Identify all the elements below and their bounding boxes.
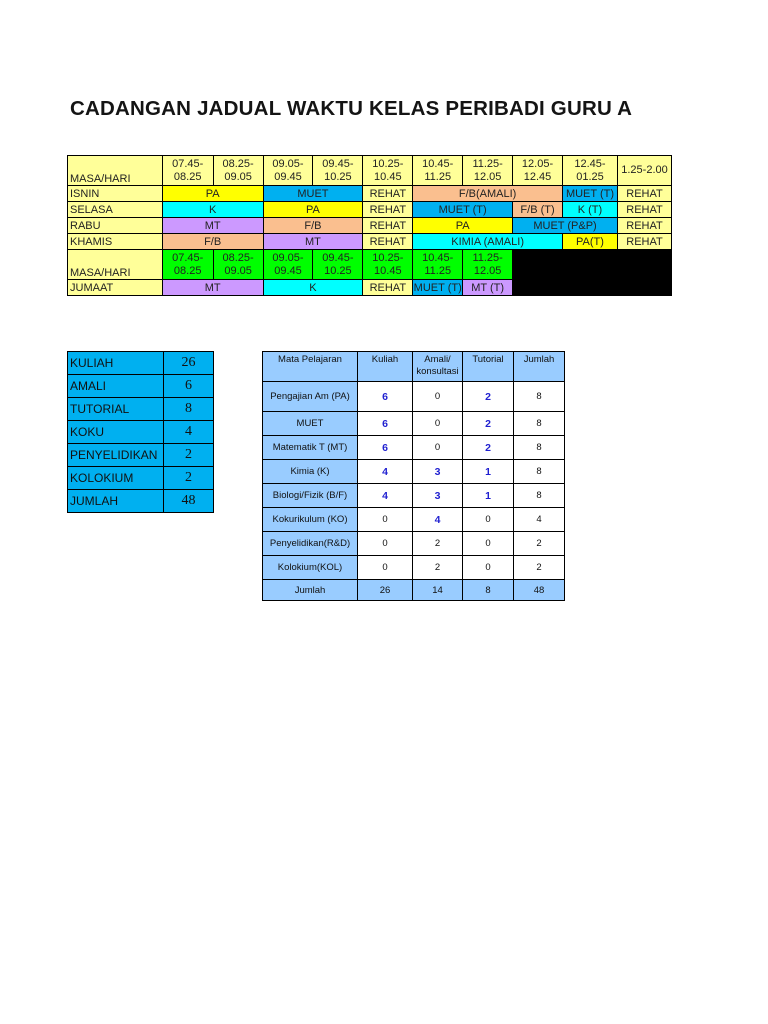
summary-label: KOLOKIUM [68,467,164,490]
summary-row [68,375,214,398]
subject-hours: 3 [413,460,463,484]
time-slot-header: 10.45-11.25 [413,156,463,186]
friday-time-slot: 07.45-08.25 [162,250,213,280]
subject-row [263,508,565,532]
subject-row [263,382,565,412]
subject-column-header: Jumlah [514,352,565,382]
subject-hours: 0 [463,532,514,556]
summary-value: 26 [164,352,214,375]
total-value: 14 [413,580,463,601]
time-slot-header: 1.25-2.00 [617,156,671,186]
masa-hari-label: MASA/HARI [68,156,163,186]
time-slot-header: 12.05-12.45 [513,156,563,186]
subject-name: Kokurikulum (KO) [263,508,358,532]
day-label: JUMAAT [68,280,163,296]
summary-label: PENYELIDIKAN [68,444,164,467]
schedule-cell: PA [162,186,263,202]
subject-header-row [263,352,565,382]
subject-row [263,460,565,484]
subject-hours: 2 [463,382,514,412]
schedule-cell: K [162,202,263,218]
subject-hours: 0 [358,532,413,556]
subject-hours: 8 [514,412,565,436]
subject-hours: 2 [463,436,514,460]
subject-column-header: Amali/ konsultasi [413,352,463,382]
summary-value: 2 [164,467,214,490]
summary-row [68,467,214,490]
time-slot-header: 07.45-08.25 [162,156,213,186]
schedule-cell: F/B [162,234,263,250]
schedule-cell: KIMIA (AMALI) [413,234,563,250]
subject-hours: 4 [358,460,413,484]
subject-hours: 0 [358,556,413,580]
summary-value: 8 [164,398,214,421]
time-slot-header: 09.05-09.45 [263,156,313,186]
subject-hours: 2 [514,556,565,580]
subject-hours: 0 [463,556,514,580]
schedule-cell: REHAT [617,234,671,250]
page-title: CADANGAN JADUAL WAKTU KELAS PERIBADI GURU A [70,97,633,120]
friday-time-slot: 10.45-11.25 [413,250,463,280]
schedule-cell: MT (T) [463,280,513,296]
subject-hours: 1 [463,460,514,484]
subject-name: Pengajian Am (PA) [263,382,358,412]
subject-hours: 0 [463,508,514,532]
schedule-cell: REHAT [617,202,671,218]
schedule-cell: F/B [263,218,363,234]
day-label: KHAMIS [68,234,163,250]
timetable-header-row [68,156,672,186]
total-value: 26 [358,580,413,601]
subject-hours: 4 [514,508,565,532]
schedule-cell: MUET (T) [562,186,617,202]
subject-column-header: Kuliah [358,352,413,382]
schedule-cell: REHAT [617,186,671,202]
subject-row [263,484,565,508]
schedule-cell: MT [162,280,263,296]
friday-time-slot: 11.25-12.05 [463,250,513,280]
schedule-cell: MUET [263,186,363,202]
schedule-cell: PA [263,202,363,218]
blocked-cell [513,250,672,296]
schedule-cell: REHAT [363,280,413,296]
subject-total-row [263,580,565,601]
timetable-row [68,186,672,202]
masa-hari-label: MASA/HARI [68,250,163,280]
subject-name: Penyelidikan(R&D) [263,532,358,556]
summary-label: AMALI [68,375,164,398]
schedule-cell: REHAT [363,234,413,250]
summary-row [68,421,214,444]
schedule-cell: REHAT [363,218,413,234]
subject-name: MUET [263,412,358,436]
schedule-cell: MT [162,218,263,234]
time-slot-header: 10.25-10.45 [363,156,413,186]
friday-time-slot: 09.45-10.25 [313,250,363,280]
schedule-cell: MUET (T) [413,281,462,294]
subject-hours: 8 [514,436,565,460]
schedule-cell: REHAT [363,202,413,218]
schedule-cell: PA [413,218,513,234]
schedule-cell: K [263,280,363,296]
friday-time-slot: 08.25-09.05 [213,250,263,280]
subject-hours: 2 [463,412,514,436]
summary-value: 48 [164,490,214,513]
subject-hours: 4 [358,484,413,508]
summary-label: TUTORIAL [68,398,164,421]
subject-hours: 0 [358,508,413,532]
subject-hours: 1 [463,484,514,508]
subject-hours: 6 [358,412,413,436]
time-slot-header: 08.25-09.05 [213,156,263,186]
day-label: SELASA [68,202,163,218]
timetable [67,155,672,296]
schedule-cell: MUET (T) [413,202,513,218]
schedule-cell: MUET (P&P) [513,218,618,234]
subject-hours: 2 [514,532,565,556]
subject-hours: 4 [413,508,463,532]
summary-row [68,398,214,421]
schedule-cell: K (T) [562,202,617,218]
time-slot-header: 11.25-12.05 [463,156,513,186]
subject-table [262,351,565,601]
subject-row [263,556,565,580]
friday-time-slot: 10.25-10.45 [363,250,413,280]
schedule-cell: F/B(AMALI) [413,186,563,202]
subject-hours: 0 [413,412,463,436]
schedule-cell: PA(T) [562,234,617,250]
subject-hours: 2 [413,556,463,580]
summary-label: JUMLAH [68,490,164,513]
day-label: RABU [68,218,163,234]
subject-hours: 6 [358,436,413,460]
subject-hours: 8 [514,484,565,508]
subject-name: Biologi/Fizik (B/F) [263,484,358,508]
summary-value: 4 [164,421,214,444]
summary-row [68,444,214,467]
timetable-row [68,202,672,218]
subject-hours: 6 [358,382,413,412]
schedule-cell: F/B (T) [513,202,563,218]
time-slot-header: 09.45-10.25 [313,156,363,186]
summary-row [68,352,214,375]
subject-hours: 8 [514,460,565,484]
friday-header-row [68,250,672,280]
subject-hours: 3 [413,484,463,508]
summary-row [68,490,214,513]
subject-hours: 0 [413,382,463,412]
schedule-cell: REHAT [363,186,413,202]
total-value: 8 [463,580,514,601]
time-slot-header: 12.45-01.25 [562,156,617,186]
timetable-row [68,218,672,234]
summary-value: 2 [164,444,214,467]
total-label: Jumlah [263,580,358,601]
subject-name: Kimia (K) [263,460,358,484]
summary-label: KULIAH [68,352,164,375]
subject-hours: 2 [413,532,463,556]
total-value: 48 [514,580,565,601]
subject-column-header: Tutorial [463,352,514,382]
schedule-cell: REHAT [617,218,671,234]
summary-table [67,351,214,513]
schedule-cell: MT [263,234,363,250]
subject-hours: 0 [413,436,463,460]
timetable-row [68,234,672,250]
subject-name: Matematik T (MT) [263,436,358,460]
summary-value: 6 [164,375,214,398]
friday-time-slot: 09.05-09.45 [263,250,313,280]
subject-column-header: Mata Pelajaran [263,352,358,382]
subject-row [263,532,565,556]
subject-name: Kolokium(KOL) [263,556,358,580]
summary-label: KOKU [68,421,164,444]
subject-row [263,436,565,460]
subject-row [263,412,565,436]
subject-hours: 8 [514,382,565,412]
day-label: ISNIN [68,186,163,202]
